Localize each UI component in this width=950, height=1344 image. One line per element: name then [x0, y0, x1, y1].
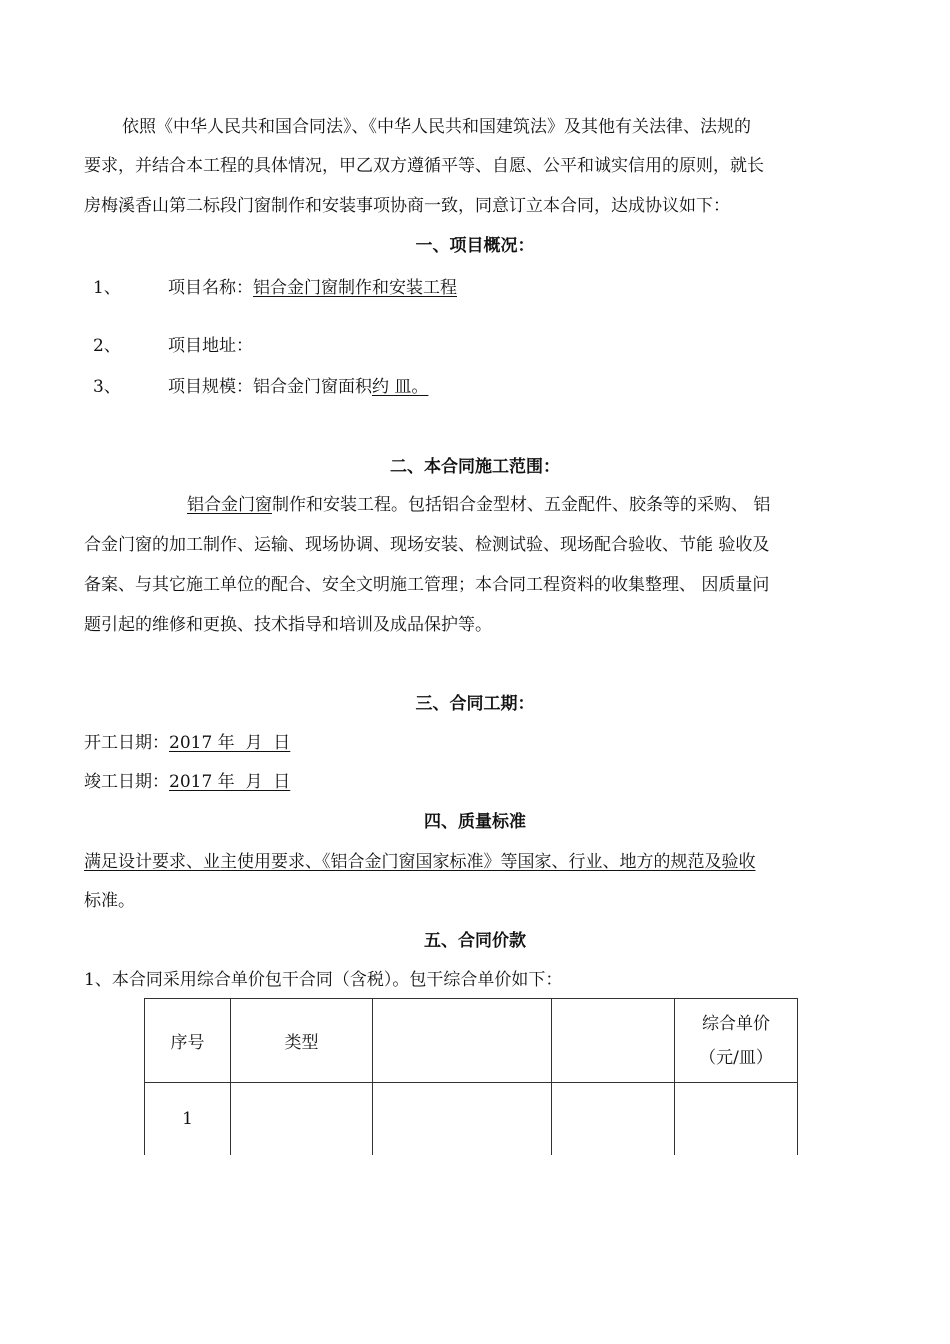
row-type: [231, 1083, 373, 1155]
section-5-heading: 五、合同价款: [424, 931, 526, 951]
project-item-1: [93, 273, 457, 298]
section-2-heading: 二、本合同施工范围：: [390, 457, 560, 477]
header-blank-1: [373, 999, 552, 1083]
price-table: [144, 998, 798, 1155]
item-number: 1、: [93, 278, 121, 298]
start-date-value: 2017 年 月 日: [169, 733, 291, 753]
row-cell-3: [373, 1083, 552, 1155]
project-scale-value: 约 皿。: [372, 377, 429, 397]
end-date-value: 2017 年 月 日: [169, 772, 291, 792]
section-4-heading: 四、质量标准: [424, 812, 526, 832]
end-date: [84, 767, 290, 792]
intro-line-1: 依照《中华人民共和国合同法》、《中华人民共和国建筑法》及其他有关法律、法规的: [122, 117, 751, 137]
end-date-label: 竣工日期：: [84, 772, 169, 792]
section-3-heading: 三、合同工期：: [415, 694, 535, 714]
scope-line-4: 题引起的维修和更换、技术指导和培训及成品保护等。: [84, 615, 492, 635]
scope-line-1: [187, 490, 770, 515]
header-type: 类型: [231, 999, 373, 1083]
unit-price-unit: （元/皿）: [699, 1047, 773, 1068]
section-1-heading: 一、项目概况：: [415, 236, 535, 256]
intro-line-2: 要求，并结合本工程的具体情况，甲乙双方遵循平等、自愿、公平和诚实信用的原则，就长: [84, 156, 764, 176]
project-item-2: [93, 331, 253, 356]
quality-line-2: 标准。: [84, 891, 135, 911]
item-label: 项目地址：: [168, 336, 253, 356]
row-index: 1: [145, 1083, 231, 1155]
header-index: 序号: [145, 999, 231, 1083]
item-number: 3、: [93, 377, 121, 397]
scope-line-2: 合金门窗的加工制作、运输、现场协调、现场安装、检测试验、现场配合验收、节能 验收及: [84, 535, 770, 555]
price-intro-line: 1、本合同采用综合单价包干合同（含税）。包干综合单价如下：: [84, 970, 563, 990]
scope-line-3: 备案、与其它施工单位的配合、安全文明施工管理；本合同工程资料的收集整理、 因质量问: [84, 575, 770, 595]
start-date: [84, 728, 290, 753]
project-item-3: [93, 372, 428, 397]
item-number: 2、: [93, 336, 121, 356]
table-row: [145, 1083, 798, 1155]
table-header-row: [145, 999, 798, 1083]
row-cell-4: [552, 1083, 675, 1155]
project-name-value: 铝合金门窗制作和安装工程: [253, 278, 457, 298]
unit-price-label: 综合单价: [702, 1013, 770, 1034]
quality-line-1: 满足设计要求、业主使用要求、《铝合金门窗国家标准》等国家、行业、地方的规范及验收: [84, 852, 756, 872]
header-unit-price: [675, 999, 798, 1083]
start-date-label: 开工日期：: [84, 733, 169, 753]
row-unit-price: [675, 1083, 798, 1155]
header-blank-2: [552, 999, 675, 1083]
scope-underlined-term: 铝合金门窗: [187, 495, 272, 515]
intro-line-3: 房梅溪香山第二标段门窗制作和安装事项协商一致，同意订立本合同，达成协议如下：: [84, 196, 730, 216]
item-label: 项目名称：: [168, 278, 253, 298]
scope-line-1-rest: 制作和安装工程。包括铝合金型材、五金配件、胶条等的采购、 铝: [272, 495, 771, 515]
item-label: 项目规模：铝合金门窗面积: [168, 377, 372, 397]
